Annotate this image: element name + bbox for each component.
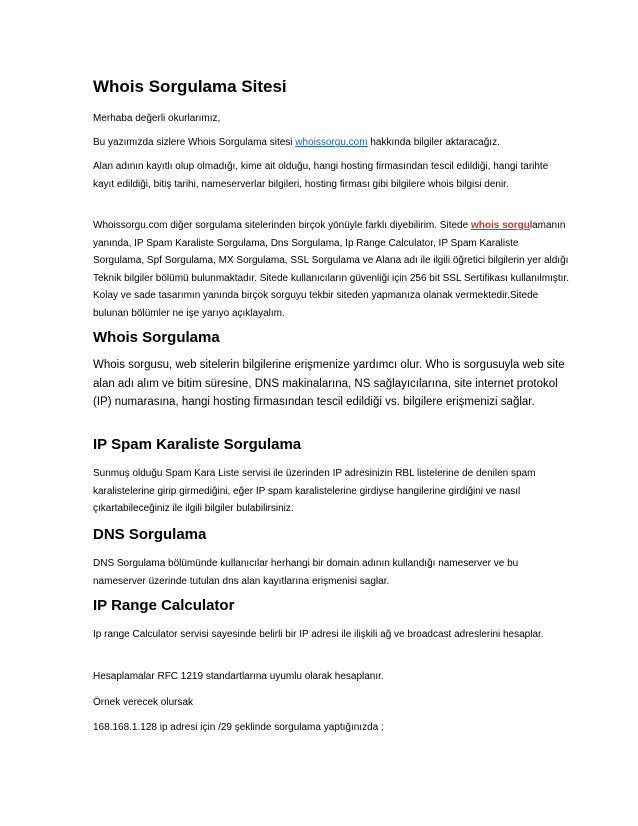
- ip-spam-heading: IP Spam Karaliste Sorgulama: [93, 436, 302, 453]
- example-paragraph: 168.168.1.128 ip adresi için /29 şeklinde sorgulama yaptığınızda ;: [93, 722, 384, 733]
- intro-paragraph: [93, 134, 571, 152]
- definition-paragraph: Alan adının kayıtlı olup olmadığı, kime ait olduğu, hangi hosting firmasından tescil edildiği, hangi tarihte kayıt edildiği, bitiş tarihi, nameserverlar bilgileri, hosting firması gibi bilgilere whois bilgisi denir.: [93, 161, 549, 190]
- ip-range-paragraph: Ip range Calculator servisi sayesinde belirli bir IP adresi ile ilişkili ağ ve broadcast adreslerini hesaplar.: [93, 629, 544, 640]
- dns-sorgulama-heading: DNS Sorgulama: [93, 526, 207, 543]
- overview-paragraph: [93, 217, 571, 322]
- whois-sorgu-keyword: whois sorgu: [470, 220, 530, 231]
- dns-sorgulama-paragraph: DNS Sorgulama bölümünde kullanıcılar herhangi bir domain adının kullandığı nameserver ve bu nameserver üzerinde tutulan dns alan kayıtlarına erişmenisi saglar.: [93, 558, 519, 587]
- whoissorgu-link[interactable]: whoissorgu.com: [295, 137, 368, 148]
- whois-sorgulama-paragraph: Whois sorgusu, web sitelerin bilgilerine erişmenize yardımcı olur. Who is sorgusuyla web site alan adı alım ve bitim süresine, DNS makinalarına, NS sağlayıcılarına, site internet protokol (IP) numarasına, hangi hosting firmasından tescil edildiği vs. bilgilere erişmenizi sağlar.: [93, 359, 565, 408]
- ip-range-heading: IP Range Calculator: [93, 597, 235, 614]
- example-intro-paragraph: Örnek verecek olursak: [93, 697, 194, 708]
- overview-text-before: Whoissorgu.com diğer sorgulama sitelerinden birçok yönüyle farklı diyebilirim. Sitede: [93, 220, 471, 231]
- overview-text-after: lamanın yanında, IP Spam Karaliste Sorgulama, Dns Sorgulama, Ip Range Calculator, IP Spam Karaliste Sorgulama, Spf Sorgulama, MX Sorgulama, SSL Sorgulama ve Alana adı ile ilgili öğretici bilgilerin yer aldığı Teknik bilgiler bölümü bulunmaktadır. Sitede kullanıcıların güvenliği için 256 bit SSL Sertifikası kullanılmıştır. Kolay ve sade tasarımın yanında birçok sorguyu tekbir siteden yapmanıza olanak vermektedir.Sitede bulunan bölümler ne işe yarıyo açıklayalım.: [93, 220, 569, 319]
- intro-text-after: hakkında bilgiler aktaracağız.: [367, 137, 500, 148]
- whois-sorgulama-heading: Whois Sorgulama: [93, 329, 220, 346]
- intro-text-before: Bu yazımızda sizlere Whois Sorgulama sitesi: [93, 137, 296, 148]
- rfc-paragraph: Hesaplamalar RFC 1219 standartlarına uyumlu olarak hesaplanır.: [93, 671, 384, 682]
- ip-spam-paragraph: Sunmuş olduğu Spam Kara Liste servisi ile üzerinden IP adresinizin RBL listelerine de denilen spam karalistelerine girip girmediğini, eğer IP spam karalistelerine girdiyse hangilerine girdiğini ve nasıl çıkartabileceğiniz ile ilgili bilgiler bulabilirsiniz.: [93, 468, 536, 514]
- page-title: Whois Sorgulama Sitesi: [93, 77, 287, 96]
- greeting-paragraph: Merhaba değerli okurlarımız,: [93, 113, 221, 124]
